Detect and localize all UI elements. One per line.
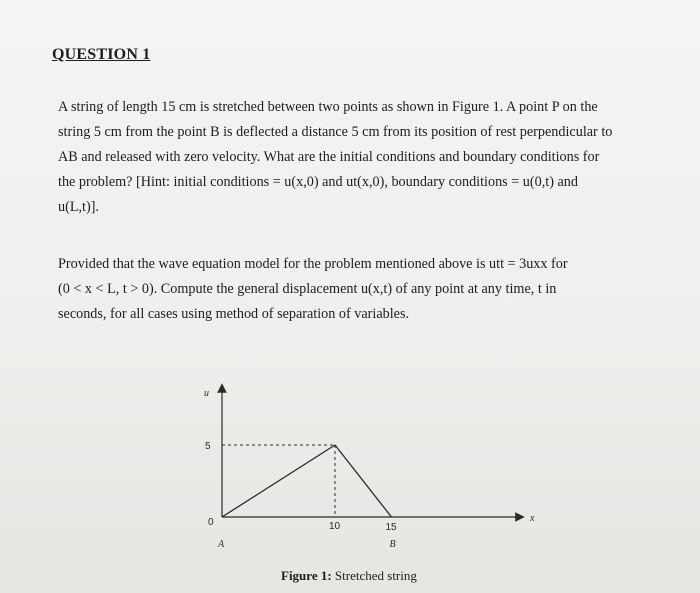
x-tick-label: 15	[385, 522, 397, 533]
paragraph-line: A string of length 15 cm is stretched between two points as shown in Figure 1. A point P on the	[58, 99, 598, 115]
origin-label: 0	[208, 517, 214, 528]
paragraph-line: u(L,t)].	[58, 199, 99, 215]
point-a-label: A	[218, 539, 225, 550]
x-axis-label: x	[530, 513, 535, 524]
paragraph-line: seconds, for all cases using method of separation of variables.	[58, 306, 410, 322]
point-b-label: B	[389, 539, 396, 550]
paragraph-line: Provided that the wave equation model for the problem mentioned above is utt = 3uxx for	[58, 256, 568, 272]
x-tick-label: 10	[329, 521, 341, 532]
paragraph-line: (0 < x < L, t > 0). Compute the general displacement u(x,t) of any point at any time, t in	[58, 281, 557, 297]
string-segment-p-to-b	[335, 445, 392, 517]
string-figure-svg	[190, 382, 560, 562]
y-axis-label: u	[204, 388, 209, 399]
caption-label: Figure 1:	[281, 568, 332, 583]
y-tick-label: 5	[205, 441, 211, 452]
figure-stretched-string	[190, 382, 560, 592]
problem-paragraph	[58, 95, 648, 220]
paragraph-line: the problem? [Hint: initial conditions = u(x,0) and ut(x,0), boundary conditions = u(0,t) and	[58, 174, 578, 190]
question-title: QUESTION 1	[52, 46, 151, 63]
caption-text: Stretched string	[331, 568, 417, 583]
paragraph-line: AB and released with zero velocity. What are the initial conditions and boundary conditions for	[58, 149, 600, 165]
task-paragraph	[58, 252, 648, 327]
figure-caption	[281, 568, 417, 584]
string-segment-a-to-p	[222, 445, 335, 517]
paragraph-line: string 5 cm from the point B is deflected a distance 5 cm from its position of rest perpendicular to	[58, 124, 613, 140]
